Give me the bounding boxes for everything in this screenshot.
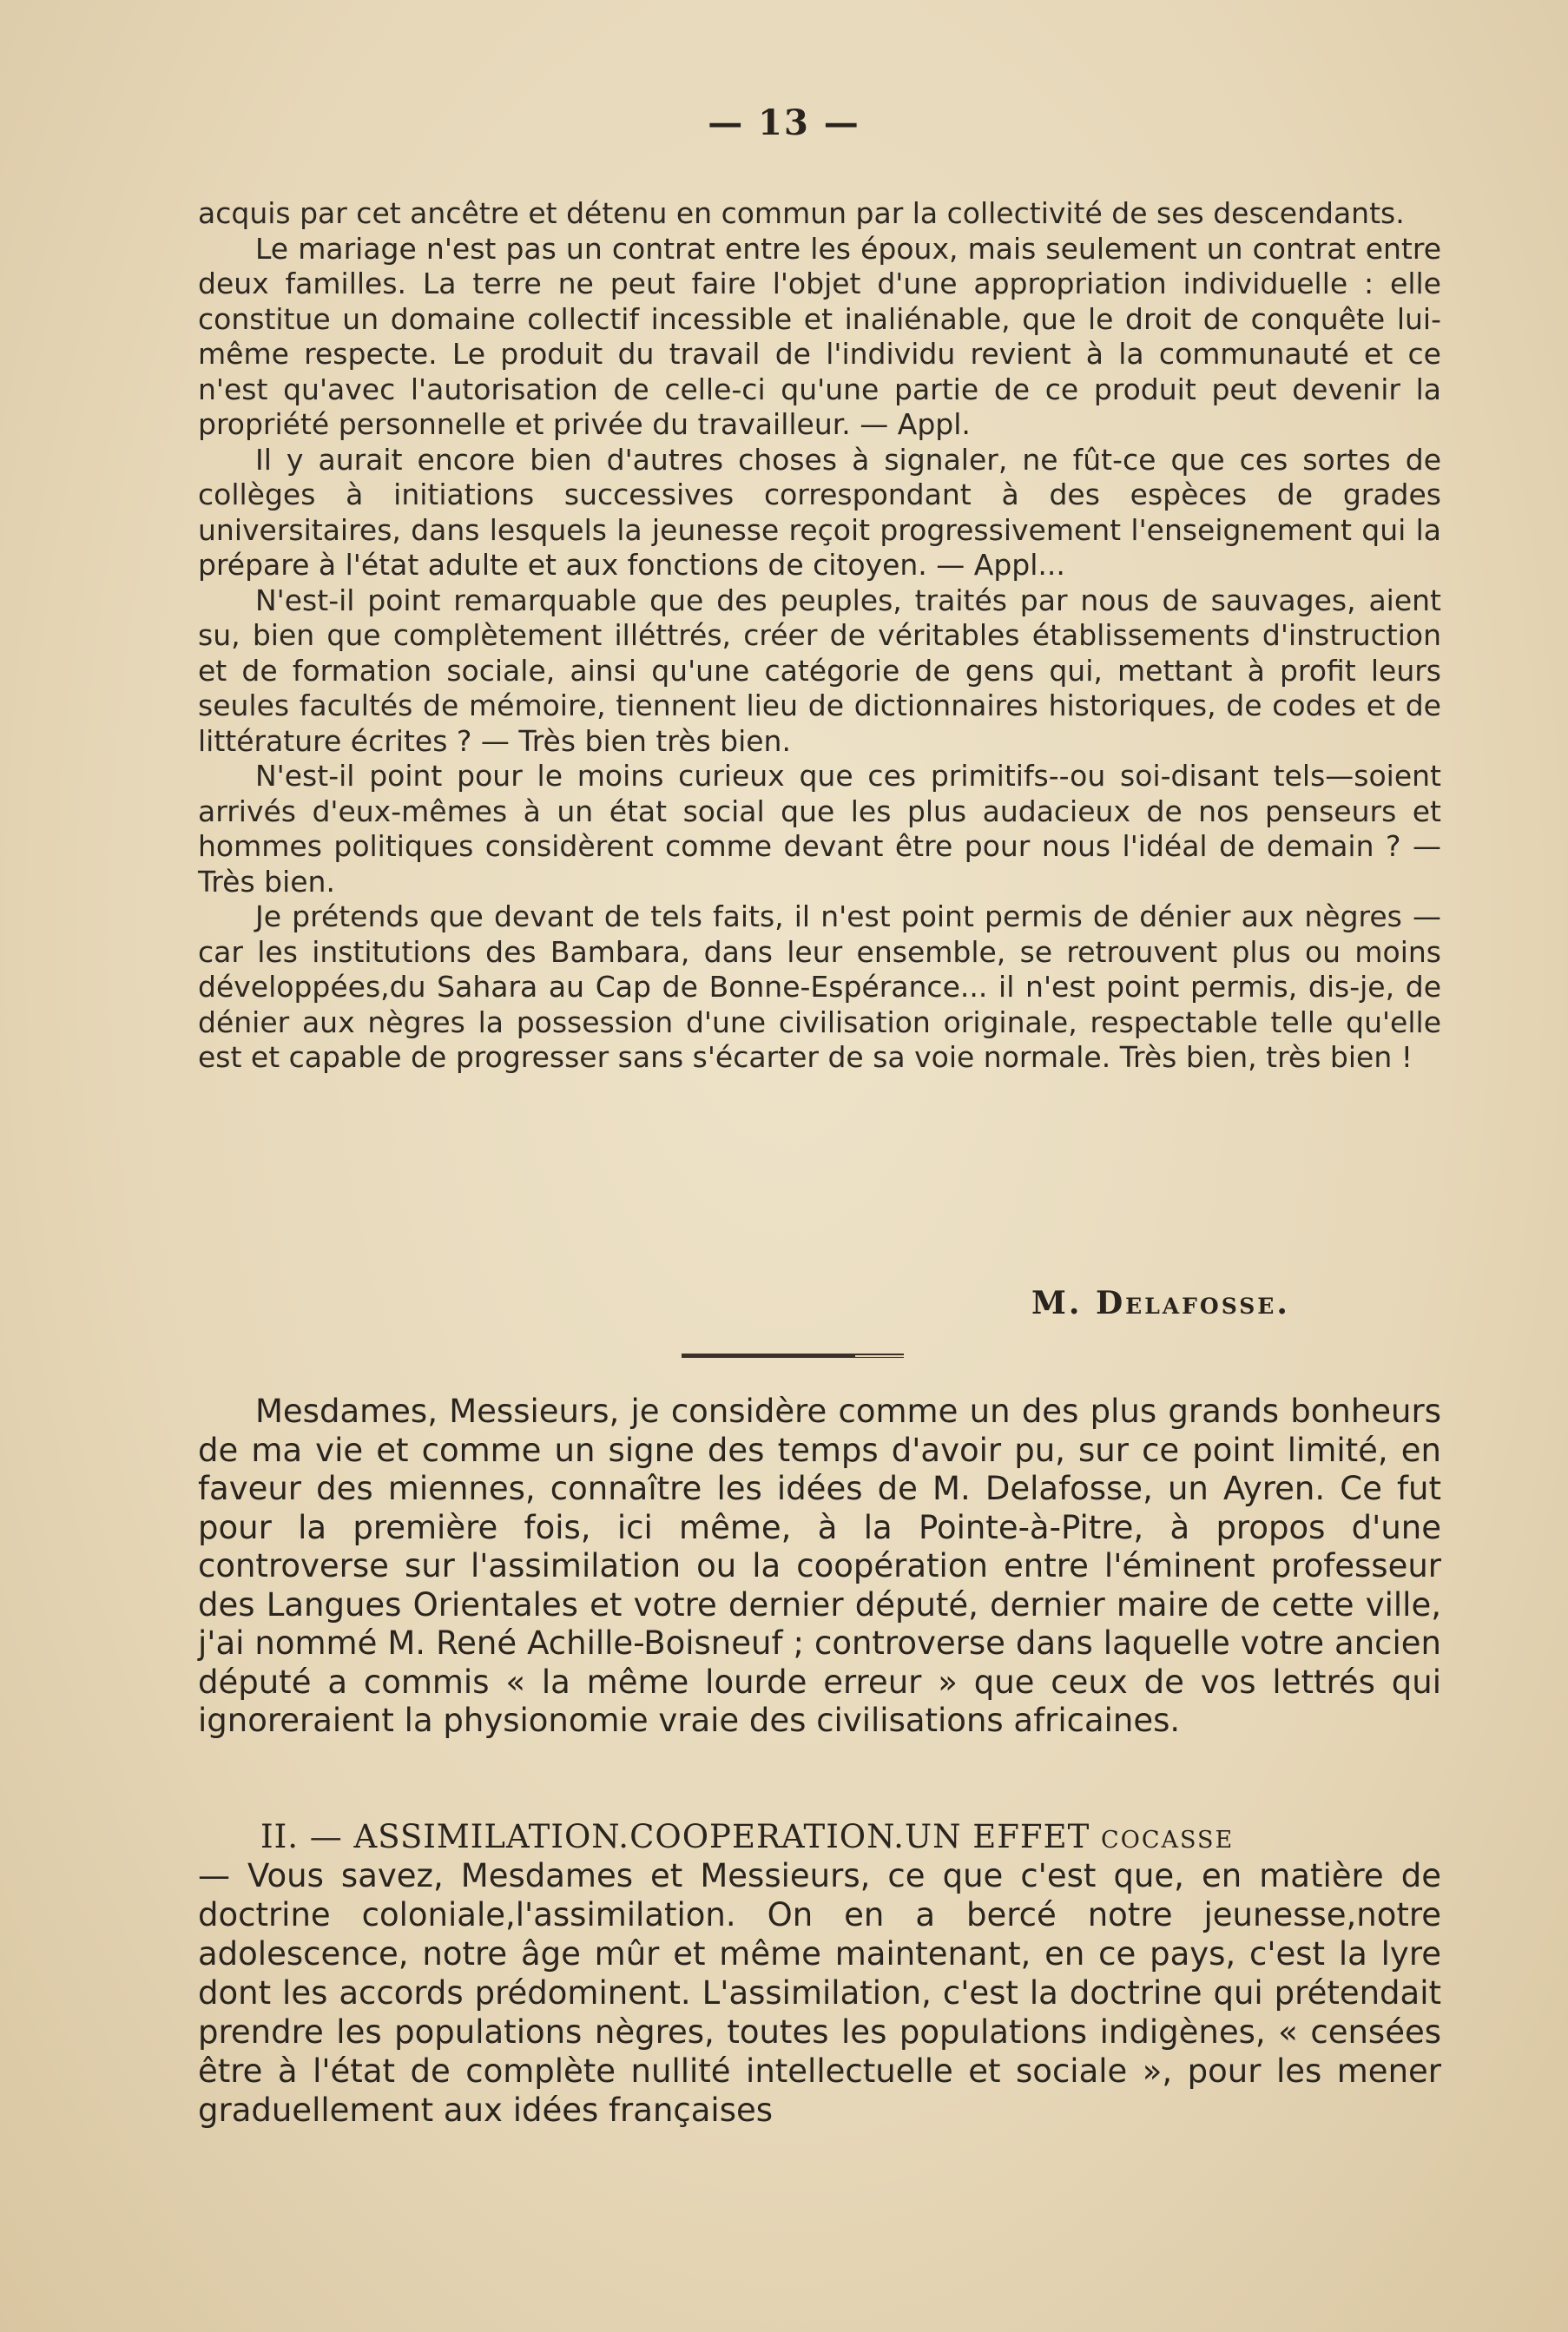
page-number: — 13 — (708, 102, 860, 143)
signature-surname: Delafosse. (1095, 1285, 1290, 1321)
paragraph: Le mariage n'est pas un contrat entre les époux, mais seulement un contrat entre deux familles. La terre ne peut faire l'objet d'une appropriation individuelle : elle constitue un domaine collectif incessible et inaliénable, que le droit de conquête lui-même respecte. Le produit du travail de l'individu revient à la communauté et ce n'est qu'avec l'autorisation de celle-ci qu'une partie de ce produit peut devenir la propriété personnelle et privée du travailleur. — Appl. (198, 231, 1441, 441)
final-text-block (198, 1856, 1441, 2130)
paragraph: Il y aurait encore bien d'autres choses à signaler, ne fût-ce que ces sortes de collèges à initiations successives correspondant à des espèces de grades universitaires, dans lesquels la jeunesse reçoit progressivement l'enseignement qui la prépare à l'état adulte et aux fonctions de citoyen. — Appl... (198, 442, 1441, 582)
section-number: II. (260, 1818, 299, 1855)
author-signature (1031, 1285, 1290, 1321)
section-title: — ASSIMILATION.COOPERATION.UN EFFET (309, 1818, 1090, 1855)
lower-text-block (198, 1393, 1441, 1741)
signature-initial: M. (1031, 1285, 1083, 1321)
paragraph: — Vous savez, Mesdames et Messieurs, ce que c'est que, en matière de doctrine coloniale,l'assimilation. On en a bercé notre jeunesse,notre adolescence, notre âge mûr et même maintenant, en ce pays, c'est la lyre dont les accords prédominent. L'assimilation, c'est la doctrine qui prétendait prendre les populations nègres, toutes les populations indigènes, « censées être à l'état de complète nullité intellectuelle et sociale », pour les mener graduellement aux idées françaises (198, 1857, 1441, 2129)
paragraph: N'est-il point pour le moins curieux que ces primitifs--ou soi-disant tels—soient arrivés d'eux-mêmes à un état social que les plus audacieux de nos penseurs et hommes politiques considèrent comme devant être pour nous l'idéal de demain ? — Très bien. (198, 759, 1441, 899)
section-heading (260, 1818, 1441, 1855)
upper-text-block (198, 196, 1441, 1076)
paragraph: acquis par cet ancêtre et détenu en commun par la collectivité de ses descendants. (198, 196, 1405, 230)
section-divider (682, 1354, 904, 1358)
paragraph: N'est-il point remarquable que des peuples, traités par nous de sauvages, aient su, bien que complètement illéttrés, créer de véritables établissements d'instruction et de formation sociale, ainsi qu'une catégorie de gens qui, mettant à profit leurs seules facultés de mémoire, tiennent lieu de dictionnaires historiques, de codes et de littérature écrites ? — Très bien très bien. (198, 583, 1441, 758)
paragraph: Mesdames, Messieurs, je considère comme un des plus grands bonheurs de ma vie et comme un signe des temps d'avoir pu, sur ce point limité, en faveur des miennes, connaître les idées de M. Delafosse, un Ayren. Ce fut pour la première fois, ici même, à la Pointe-à-Pitre, à propos d'une controverse sur l'assimilation ou la coopération entre l'éminent professeur des Langues Orientales et votre dernier député, dernier maire de cette ville, j'ai nommé M. René Achille-Boisneuf ; controverse dans laquelle votre ancien député a commis « la même lourde erreur » que ceux de vos lettrés qui ignoreraient la physionomie vraie des civilisations africaines. (198, 1393, 1441, 1739)
paragraph: Je prétends que devant de tels faits, il n'est point permis de dénier aux nègres — car les institutions des Bambara, dans leur ensemble, se retrouvent plus ou moins développées,du Sahara au Cap de Bonne-Espérance... il n'est point permis, dis-je, de dénier aux nègres la possession d'une civilisation originale, respectable telle qu'elle est et capable de progresser sans s'écarter de sa voie normale. Très bien, très bien ! (198, 899, 1441, 1074)
section-title-small: COCASSE (1101, 1827, 1235, 1854)
